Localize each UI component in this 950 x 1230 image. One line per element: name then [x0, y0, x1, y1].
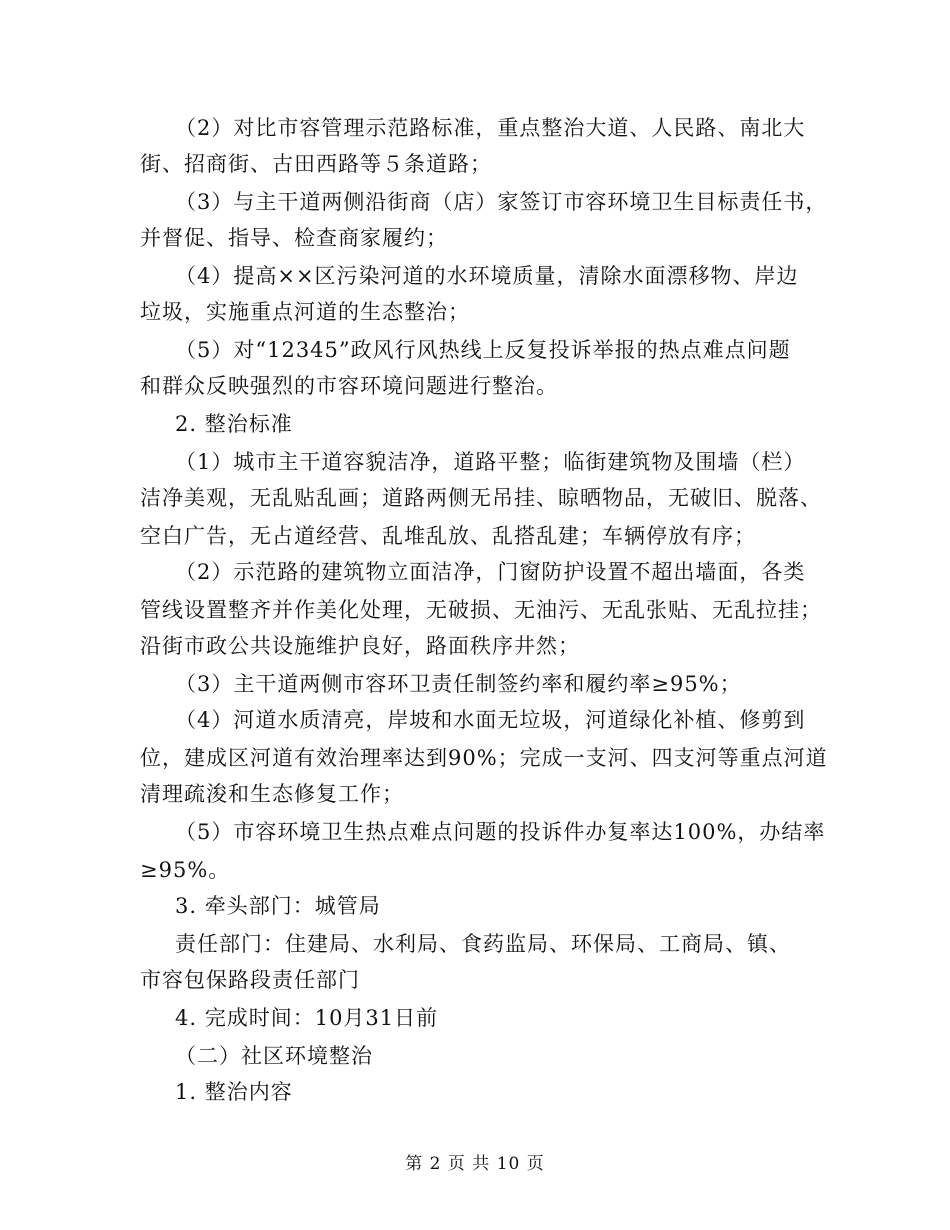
text-line: 沿街市政公共设施维护良好，路面秩序井然； [140, 634, 580, 658]
text-line: （3）与主干道两侧沿街商（店）家签订市容环境卫生目标责任书， [175, 190, 828, 214]
text-line: （4）提高××区污染河道的水环境质量，清除水面漂移物、岸边 [175, 264, 799, 288]
text-line: 垃圾，实施重点河道的生态整治； [140, 300, 470, 324]
text-line: 位，建成区河道有效治理率达到90%；完成一支河、四支河等重点河道 [140, 746, 828, 770]
text-line: 洁净美观，无乱贴乱画；道路两侧无吊挂、晾晒物品，无破旧、脱落、 [140, 486, 822, 510]
text-line: 街、招商街、古田西路等５条道路； [140, 152, 492, 176]
text-line: 1. 整治内容 [175, 1080, 293, 1104]
text-line: 市容包保路段责任部门 [140, 968, 360, 992]
text-line: （1）城市主干道容貌洁净，道路平整；临街建筑物及围墙（栏） [175, 450, 806, 474]
text-line: 并督促、指导、检查商家履约； [140, 226, 448, 250]
text-line: 责任部门：住建局、水利局、食药监局、环保局、工商局、镇、 [175, 932, 791, 956]
text-line: （3）主干道两侧市容环卫责任制签约率和履约率≥95%； [175, 672, 742, 696]
text-line: （4）河道水质清亮，岸坡和水面无垃圾，河道绿化补植、修剪到 [175, 708, 806, 732]
page-footer: 第 2 页 共 10 页 [405, 1154, 545, 1174]
text-line: （二）社区环境整治 [175, 1044, 373, 1068]
text-line: 3. 牵头部门：城管局 [175, 894, 381, 918]
text-line: 空白广告，无占道经营、乱堆乱放、乱搭乱建；车辆停放有序； [140, 524, 756, 548]
text-line: （2）示范路的建筑物立面洁净，门窗防护设置不超出墙面，各类 [175, 560, 806, 584]
text-line: ≥95%。 [140, 858, 231, 882]
text-line: （5）对“12345”政风行风热线上反复投诉举报的热点难点问题 [175, 338, 791, 362]
text-line: 清理疏浚和生态修复工作； [140, 782, 404, 806]
text-line: 2. 整治标准 [175, 412, 293, 436]
text-line: 和群众反映强烈的市容环境问题进行整治。 [140, 374, 558, 398]
text-line: 4. 完成时间：10月31日前 [175, 1006, 439, 1030]
text-line: （5）市容环境卫生热点难点问题的投诉件办复率达100%，办结率 [175, 820, 826, 844]
text-line: （2）对比市容管理示范路标准，重点整治大道、人民路、南北大 [175, 116, 806, 140]
text-line: 管线设置整齐并作美化处理，无破损、无油污、无乱张贴、无乱拉挂； [140, 598, 822, 622]
